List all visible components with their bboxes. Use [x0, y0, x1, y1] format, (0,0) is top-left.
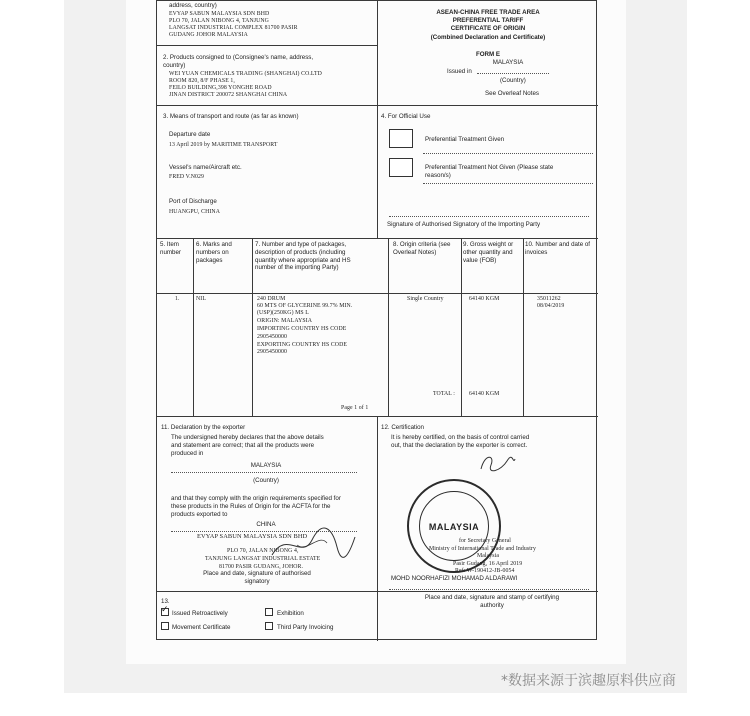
origin-criteria-value: Single Country	[407, 296, 444, 302]
dotted-line	[389, 589, 589, 590]
officer-line: Ministry of International Trade and Industry	[429, 546, 536, 552]
issued-retroactively-checkbox[interactable]	[161, 605, 169, 616]
company-stamp-line: PLO 70, JALAN NIBONG 4,	[227, 548, 299, 554]
country-caption: (Country)	[253, 477, 279, 484]
description-line: 240 DRUM	[257, 296, 286, 302]
description-line: IMPORTING COUNTRY HS CODE	[257, 326, 347, 332]
exporter-line: EVYAP SABUN MALAYSIA SDN BHD	[169, 11, 270, 17]
description-line: 2905450000	[257, 334, 287, 340]
page-number: Page 1 of 1	[341, 405, 369, 411]
box11-label: 11. Declaration by the exporter	[161, 424, 246, 431]
col-gross-weight: 9. Gross weight or other quantity and value (FOB)	[463, 241, 514, 264]
dotted-line	[389, 216, 589, 217]
importing-country: CHINA	[256, 521, 276, 528]
col-description: 7. Number and type of packages, description of products (including quantity where appropriate and HS number of the importing Party)	[255, 241, 351, 272]
box3-label: 3. Means of transport and route (as far as known)	[163, 113, 299, 120]
gross-weight-value: 64140 KGM	[469, 296, 500, 302]
company-stamp-line: 81700 PASIR GUDANG, JOHOR.	[219, 564, 304, 570]
check-mark-icon: ✓	[161, 605, 169, 615]
divider	[252, 238, 253, 416]
exhibition-label: Exhibition	[277, 610, 304, 617]
divider	[157, 45, 378, 46]
box13-label: 13.	[161, 598, 170, 605]
item-number: 1.	[175, 296, 180, 302]
col-invoices: 10. Number and date of invoices	[525, 241, 591, 256]
dotted-line	[423, 153, 593, 154]
total-label: TOTAL :	[433, 391, 455, 397]
certifier-place-date-label: Place and date, signature and stamp of certifying authority	[424, 594, 560, 609]
certificate-of-origin-form-e	[156, 0, 597, 640]
port-of-discharge-label: Port of Discharge	[169, 198, 217, 205]
data-source-watermark: *数据来源于滨趣原料供应商	[501, 673, 676, 689]
importing-signatory-label: Signature of Authorised Signatory of the Importing Party	[387, 221, 541, 228]
divider	[377, 416, 378, 641]
title-line-3: CERTIFICATE OF ORIGIN	[450, 25, 526, 32]
officer-line: Malaysia	[477, 553, 500, 559]
title-line-1: ASEAN-CHINA FREE TRADE AREA	[436, 9, 540, 16]
produced-country: MALAYSIA	[250, 462, 282, 469]
treatment-not-given-label: Preferential Treatment Not Given (Please state reason/s)	[425, 164, 554, 179]
invoice-date: 08/04/2019	[537, 303, 565, 309]
third-party-invoicing-checkbox[interactable]	[265, 622, 273, 630]
box4-label: 4. For Official Use	[381, 113, 431, 120]
dotted-line	[423, 183, 593, 184]
exporter-place-date-label: Place and date, signature of authorised signatory	[203, 570, 311, 585]
consignee-line: FEILO BUILDING,398 YONGHE ROAD	[169, 85, 272, 91]
divider	[157, 238, 598, 239]
divider	[523, 238, 524, 416]
exporter-line: GUDANG JOHOR MALAYSIA	[169, 32, 248, 38]
stamp-country: MALAYSIA	[428, 522, 480, 532]
title-line-2: PREFERENTIAL TARIFF	[452, 17, 524, 24]
dotted-line	[477, 73, 549, 74]
description-line: ORIGIN: MALAYSIA	[257, 318, 313, 324]
movement-certificate-label: Movement Certificate	[172, 624, 231, 631]
treatment-not-given-checkbox	[389, 158, 413, 177]
divider	[193, 238, 194, 416]
consignee-line: ROOM 820, 8/F PHASE 1,	[169, 78, 235, 84]
country-label: (Country)	[500, 77, 526, 84]
departure-date-label: Departure date	[169, 131, 211, 138]
certifier-signature-icon	[477, 451, 517, 475]
box12-label: 12. Certification	[381, 424, 424, 431]
officer-line: for Secretary General	[459, 538, 511, 544]
item-marks: NIL	[196, 296, 206, 302]
form-name: FORM E	[475, 51, 501, 58]
total-value: 64140 KGM	[469, 391, 500, 397]
invoice-number: 35011262	[537, 296, 561, 302]
title-subtitle: (Combined Declaration and Certificate)	[430, 34, 546, 41]
description-line: (USP)(250KG) MS L	[257, 310, 309, 316]
box2-label: 2. Products consigned to (Consignee's name, address, country)	[163, 54, 314, 69]
officer-line: Ref: W-190412-JB-0054	[455, 568, 515, 574]
divider	[461, 238, 462, 416]
description-line: 60 MTS OF GLYCERINE 99.7% MIN.	[257, 303, 353, 309]
exhibition-checkbox[interactable]	[265, 608, 273, 616]
movement-certificate-checkbox[interactable]	[161, 622, 169, 630]
exporter-signature-icon	[267, 525, 357, 565]
departure-date-value: 13 April 2019 by MARITIME TRANSPORT	[169, 142, 278, 148]
col-origin-criteria: 8. Origin criteria (see Overleaf Notes)	[393, 241, 451, 256]
port-of-discharge-value: HUANGPU, CHINA	[169, 209, 220, 215]
divider	[157, 293, 598, 294]
consignee-line: JINAN DISTRICT 200072 SHANGHAI CHINA	[169, 92, 288, 98]
description-line: EXPORTING COUNTRY HS CODE	[257, 342, 348, 348]
officer-name: MOHD NOORHAFIZI MOHAMAD ALDARAWI	[391, 575, 518, 582]
consignee-line: WEI YUAN CHEMICALS TRADING (SHANGHAI) CO.LTD	[169, 71, 322, 77]
vessel-value: FRED V.N029	[169, 174, 205, 180]
treatment-given-checkbox	[389, 129, 413, 148]
divider	[157, 105, 598, 106]
declaration-text: The undersigned hereby declares that the above details and statement are correct; that all the products were produced in	[171, 434, 324, 457]
issued-retroactively-label: Issued Retroactively	[172, 610, 228, 617]
col-marks: 6. Marks and numbers on packages	[196, 241, 232, 264]
issued-in-label: Issued in	[447, 68, 472, 75]
see-overleaf-notes: See Overleaf Notes	[485, 90, 539, 97]
exporter-line: LANGSAT INDUSTRIAL COMPLEX 81700 PASIR	[169, 25, 298, 31]
officer-line: Pasir Gudang, 16 April 2019	[453, 561, 523, 567]
third-party-invoicing-label: Third Party Invoicing	[277, 624, 334, 631]
company-stamp-line: EVYAP SABUN MALAYSIA SDN BHD	[197, 533, 308, 540]
treatment-given-label: Preferential Treatment Given	[425, 136, 505, 143]
description-line: 2905450000	[257, 349, 287, 355]
dotted-line	[171, 472, 357, 473]
company-stamp-line: TANJUNG LANGSAT INDUSTRIAL ESTATE	[205, 556, 321, 562]
certification-text: It is hereby certified, on the basis of control carried out, that the declaration by the exporter is correct.	[391, 434, 530, 449]
box1-label: address, country)	[169, 2, 217, 9]
issued-country: MALAYSIA	[492, 59, 524, 66]
exporter-line: PLO 70, JALAN NIBONG 4, TANJUNG	[169, 18, 269, 24]
col-item-number: 5. Item number	[160, 241, 181, 256]
compliance-text: and that they comply with the origin requirements specified for these products in the Rules of Origin for the ACFTA for the products exported to	[171, 495, 341, 518]
divider	[388, 238, 389, 416]
vessel-label: Vessel's name/Aircraft etc.	[169, 164, 242, 171]
